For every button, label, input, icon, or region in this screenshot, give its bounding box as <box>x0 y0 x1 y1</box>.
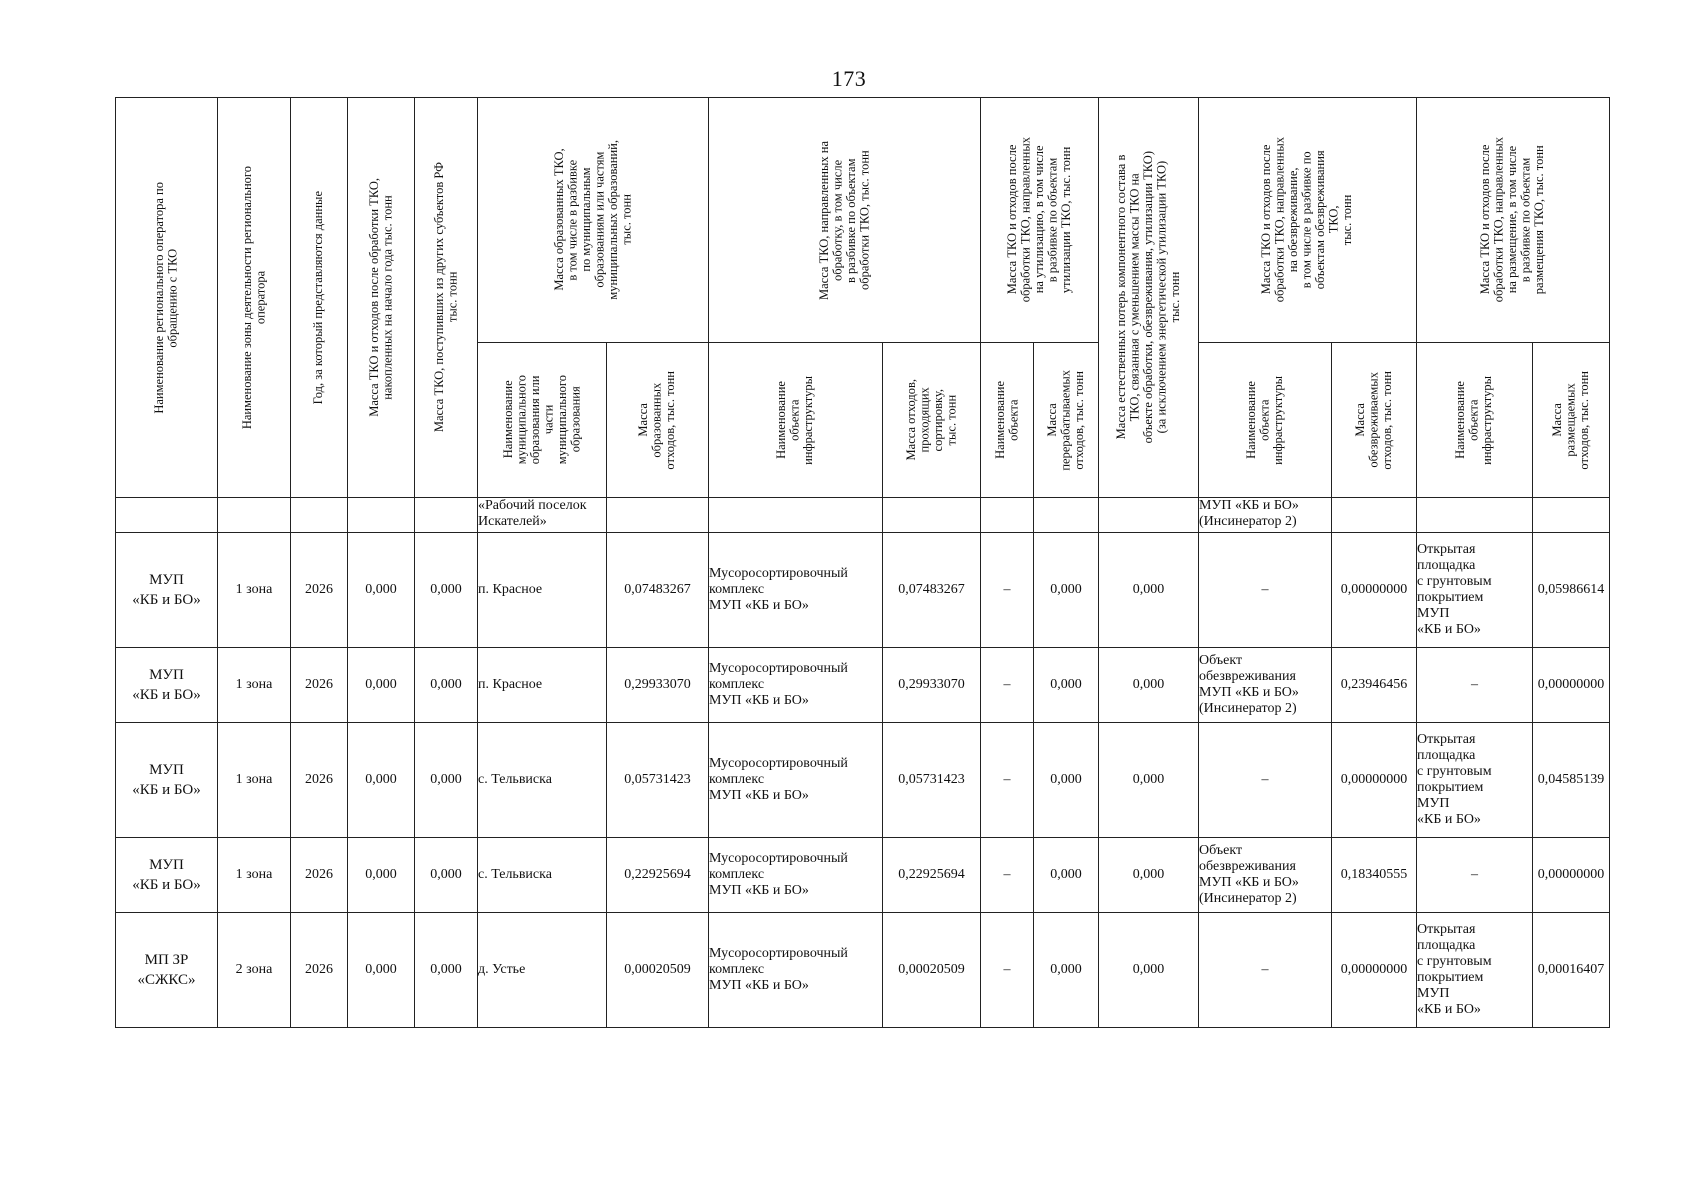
zone-cell: 1 зона <box>218 648 291 723</box>
processing-object-cell: Мусоросортировочный комплекс МУП «КБ и БО» <box>709 838 883 913</box>
sorting-mass-cell: 0,29933070 <box>883 648 981 723</box>
header-utilization-group: Масса ТКО и отходов после обработки ТКО, направленных на утилизацию, в том числе в разбивке по объектам утилизации ТКО, тыс. тонн <box>981 98 1099 343</box>
util-mass-cell: 0,000 <box>1034 648 1099 723</box>
operator-cell: МП ЗР «СЖКС» <box>116 913 218 1028</box>
subheader-neutral-mass: Масса обезвреживаемых отходов, тыс. тонн <box>1332 343 1417 498</box>
accumulated-cell: 0,000 <box>348 533 415 648</box>
year-cell: 2026 <box>291 838 348 913</box>
header-losses: Масса естественных потерь компонентного состава в ТКО, связанная с уменьшением массы ТКО на объекте обработки, обезвреживания, утилизации ТКО) (за исключением энергетической утилизации ТКО) тыс. тонн <box>1099 98 1199 498</box>
municipality-cell: с. Тельвиска <box>478 723 607 838</box>
neutral-mass-cell: 0,18340555 <box>1332 838 1417 913</box>
accumulated-cell: 0,000 <box>348 723 415 838</box>
processing-object-cell: Мусоросортировочный комплекс МУП «КБ и БО» <box>709 648 883 723</box>
waste-report-table <box>115 97 1610 1028</box>
subheader-neutral-object: Наименование объекта инфраструктуры <box>1199 343 1332 498</box>
processing-object-cell: Мусоросортировочный комплекс МУП «КБ и БО» <box>709 723 883 838</box>
neutral-mass-cell: 0,23946456 <box>1332 648 1417 723</box>
util-mass-cell: 0,000 <box>1034 838 1099 913</box>
year-cell: 2026 <box>291 648 348 723</box>
zone-cell: 1 зона <box>218 723 291 838</box>
subheader-util-mass: Масса перерабатываемых отходов, тыс. тонн <box>1034 343 1099 498</box>
sorting-mass-cell: 0,22925694 <box>883 838 981 913</box>
neutral-mass-cell: 0,00000000 <box>1332 913 1417 1028</box>
header-neutralization-group: Масса ТКО и отходов после обработки ТКО, направленных на обезвреживание, в том числе в разбивке по объектам обезвреживания ТКО, тыс. тонн <box>1199 98 1417 343</box>
accumulated-cell: 0,000 <box>348 913 415 1028</box>
generated-mass-cell: 0,07483267 <box>607 533 709 648</box>
neutral-object-cell: Объект обезвреживания МУП «КБ и БО» (Инсинератор 2) <box>1199 648 1332 723</box>
zone-cell: 1 зона <box>218 533 291 648</box>
place-mass-cell: 0,00000000 <box>1533 648 1610 723</box>
subheader-municipality-name: Наименование муниципального образования или части муниципального образования <box>478 343 607 498</box>
place-mass-cell: 0,04585139 <box>1533 723 1610 838</box>
municipality-cell: п. Красное <box>478 533 607 648</box>
neutral-mass-cell: 0,00000000 <box>1332 723 1417 838</box>
year-cell: 2026 <box>291 533 348 648</box>
neutral-object-cell: Объект обезвреживания МУП «КБ и БО» (Инсинератор 2) <box>1199 838 1332 913</box>
generated-mass-cell: 0,05731423 <box>607 723 709 838</box>
header-row-top <box>116 98 1610 343</box>
zone-cell: 2 зона <box>218 913 291 1028</box>
subheader-processing-object: Наименование объекта инфраструктуры <box>709 343 883 498</box>
sorting-mass-cell: 0,00020509 <box>883 913 981 1028</box>
place-mass-cell: 0,00016407 <box>1533 913 1610 1028</box>
processing-object-cell: Мусоросортировочный комплекс МУП «КБ и БО» <box>709 913 883 1028</box>
header-year: Год, за который представляются данные <box>291 98 348 498</box>
losses-cell: 0,000 <box>1099 648 1199 723</box>
neutral-object-cell: – <box>1199 913 1332 1028</box>
subheader-sorting-mass: Масса отходов, проходящих сортировку, тыс. тонн <box>883 343 981 498</box>
place-object-cell: Открытая площадка с грунтовым покрытием МУП «КБ и БО» <box>1417 723 1533 838</box>
losses-cell: 0,000 <box>1099 913 1199 1028</box>
util-object-cell: – <box>981 838 1034 913</box>
year-cell: 2026 <box>291 723 348 838</box>
subheader-place-object: Наименование объекта инфраструктуры <box>1417 343 1533 498</box>
place-object-cell: – <box>1417 838 1533 913</box>
place-mass-cell: 0,00000000 <box>1533 838 1610 913</box>
util-object-cell: – <box>981 913 1034 1028</box>
generated-mass-cell: 0,29933070 <box>607 648 709 723</box>
table-row <box>116 913 1610 1028</box>
place-object-cell: Открытая площадка с грунтовым покрытием МУП «КБ и БО» <box>1417 533 1533 648</box>
operator-cell: МУП «КБ и БО» <box>116 838 218 913</box>
table-row <box>116 533 1610 648</box>
municipality-cell: д. Устье <box>478 913 607 1028</box>
util-object-cell: – <box>981 723 1034 838</box>
accumulated-cell: 0,000 <box>348 838 415 913</box>
header-received: Масса ТКО, поступивших из других субъектов РФ тыс. тонн <box>415 98 478 498</box>
sorting-mass-cell: 0,07483267 <box>883 533 981 648</box>
util-mass-cell: 0,000 <box>1034 723 1099 838</box>
subheader-util-object: Наименование объекта <box>981 343 1034 498</box>
place-mass-cell: 0,05986614 <box>1533 533 1610 648</box>
util-mass-cell: 0,000 <box>1034 533 1099 648</box>
generated-mass-cell: 0,22925694 <box>607 838 709 913</box>
neutral-object-cell: – <box>1199 533 1332 648</box>
neutral-object-cell: – <box>1199 723 1332 838</box>
util-mass-cell: 0,000 <box>1034 913 1099 1028</box>
operator-cell: МУП «КБ и БО» <box>116 533 218 648</box>
generated-mass-cell: 0,00020509 <box>607 913 709 1028</box>
place-object-cell: Открытая площадка с грунтовым покрытием МУП «КБ и БО» <box>1417 913 1533 1028</box>
header-zone: Наименование зоны деятельности регионального оператора <box>218 98 291 498</box>
losses-cell: 0,000 <box>1099 533 1199 648</box>
zone-cell: 1 зона <box>218 838 291 913</box>
subheader-place-mass: Масса размещаемых отходов, тыс. тонн <box>1533 343 1610 498</box>
operator-cell: МУП «КБ и БО» <box>116 648 218 723</box>
table-row <box>116 648 1610 723</box>
header-operator: Наименование регионального оператора по обращению с ТКО <box>116 98 218 498</box>
continuation-row <box>116 498 1610 533</box>
losses-cell: 0,000 <box>1099 838 1199 913</box>
received-cell: 0,000 <box>415 838 478 913</box>
table-row <box>116 723 1610 838</box>
header-placement-group: Масса ТКО и отходов после обработки ТКО, направленных на размещение, в том числе в разбивке по объектам размещения ТКО, тыс. тонн <box>1417 98 1610 343</box>
municipality-cell: с. Тельвиска <box>478 838 607 913</box>
continuation-neutral-object: МУП «КБ и БО» (Инсинератор 2) <box>1199 498 1332 533</box>
subheader-generated-mass: Масса образованных отходов, тыс. тонн <box>607 343 709 498</box>
losses-cell: 0,000 <box>1099 723 1199 838</box>
header-generated-group: Масса образованных ТКО, в том числе в разбивке по муниципальным образованиям или частям муниципальных образований, тыс. тонн <box>478 98 709 343</box>
sorting-mass-cell: 0,05731423 <box>883 723 981 838</box>
operator-cell: МУП «КБ и БО» <box>116 723 218 838</box>
processing-object-cell: Мусоросортировочный комплекс МУП «КБ и БО» <box>709 533 883 648</box>
received-cell: 0,000 <box>415 723 478 838</box>
header-accumulated: Масса ТКО и отходов после обработки ТКО, накопленных на начало года тыс. тонн <box>348 98 415 498</box>
received-cell: 0,000 <box>415 913 478 1028</box>
accumulated-cell: 0,000 <box>348 648 415 723</box>
received-cell: 0,000 <box>415 648 478 723</box>
util-object-cell: – <box>981 648 1034 723</box>
page-number: 173 <box>831 66 867 91</box>
header-processing-group: Масса ТКО, направленных на обработку, в том числе в разбивке по объектам обработки ТКО, тыс. тонн <box>709 98 981 343</box>
received-cell: 0,000 <box>415 533 478 648</box>
continuation-municipality: «Рабочий поселок Искателей» <box>478 498 607 533</box>
table-row <box>116 838 1610 913</box>
year-cell: 2026 <box>291 913 348 1028</box>
util-object-cell: – <box>981 533 1034 648</box>
neutral-mass-cell: 0,00000000 <box>1332 533 1417 648</box>
municipality-cell: п. Красное <box>478 648 607 723</box>
place-object-cell: – <box>1417 648 1533 723</box>
